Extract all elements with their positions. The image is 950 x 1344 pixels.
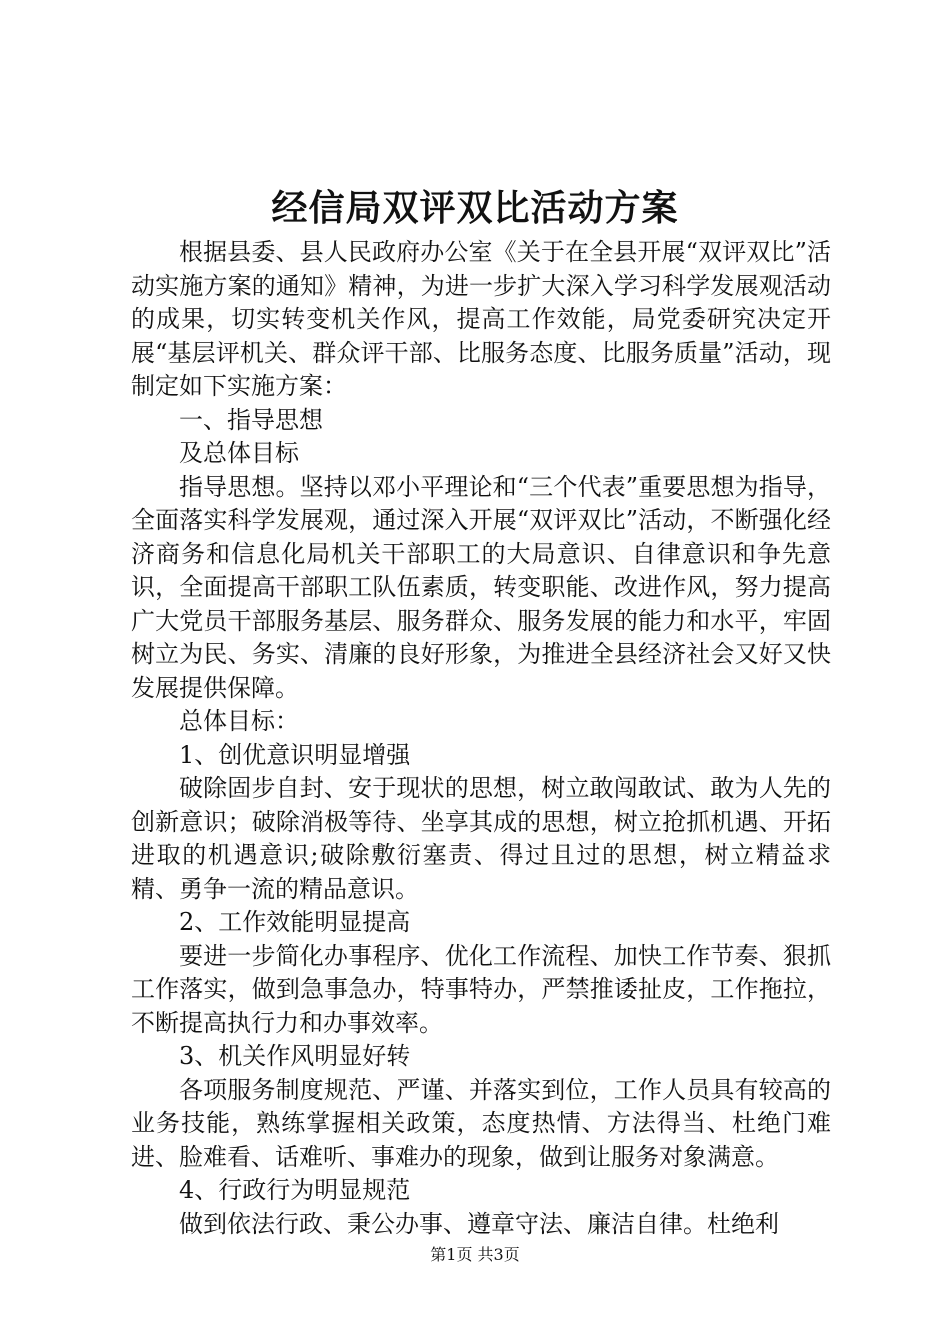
paragraph-intro: 根据县委、县人民政府办公室《关于在全县开展“双评双比”活动实施方案的通知》精神，为进一步扩大深入学习科学发展观活动的成果，切实转变机关作风，提高工作效能，局党委研究决定开展“基层评机关、群众评干部、比服务态度、比服务质量”活动，现制定如下实施方案： [131, 238, 831, 400]
heading-overall-goal: 及总体目标 [179, 439, 299, 467]
heading-goal-3: 3、机关作风明显好转 [179, 1042, 411, 1070]
heading-goal-2: 2、工作效能明显提高 [179, 908, 411, 936]
heading-goal-4: 4、行政行为明显规范 [179, 1176, 411, 1204]
paragraph-goal-2: 要进一步简化办事程序、优化工作流程、加快工作节奏、狠抓工作落实，做到急事急办，特事特办，严禁推诿扯皮，工作拖拉，不断提高执行力和办事效率。 [131, 941, 831, 1037]
page-number-footer: 第1页 共3页 [430, 1245, 520, 1264]
document-body [131, 236, 831, 1241]
paragraph-goal-4: 做到依法行政、秉公办事、遵章守法、廉洁自律。杜绝利 [179, 1209, 779, 1238]
heading-guiding-thought: 一、指导思想 [179, 405, 323, 434]
paragraph-goal-3: 各项服务制度规范、严谨、并落实到位，工作人员具有较高的业务技能，熟练掌握相关政策，态度热情、方法得当、杜绝门难进、脸难看、话难听、事难办的现象，做到让服务对象满意。 [131, 1075, 831, 1171]
paragraph-goal-1: 破除固步自封、安于现状的思想，树立敢闯敢试、敢为人先的创新意识；破除消极等待、坐享其成的思想，树立抢抓机遇、开拓进取的机遇意识;破除敷衍塞责、得过且过的思想，树立精益求精、勇争一流的精品意识。 [131, 774, 831, 903]
document-title: 经信局双评双比活动方案 [271, 187, 679, 229]
heading-goals: 总体目标： [179, 707, 299, 735]
heading-goal-1: 1、创优意识明显增强 [179, 740, 411, 769]
paragraph-guiding-thought: 指导思想。坚持以邓小平理论和“三个代表”重要思想为指导，全面落实科学发展观，通过深入开展“双评双比”活动，不断强化经济商务和信息化局机关干部职工的大局意识、自律意识和争先意识，全面提高干部职工队伍素质，转变职能、改进作风，努力提高广大党员干部服务基层、服务群众、服务发展的能力和水平，牢固树立为民、务实、清廉的良好形象，为推进全县经济社会又好又快发展提供保障。 [131, 472, 831, 702]
